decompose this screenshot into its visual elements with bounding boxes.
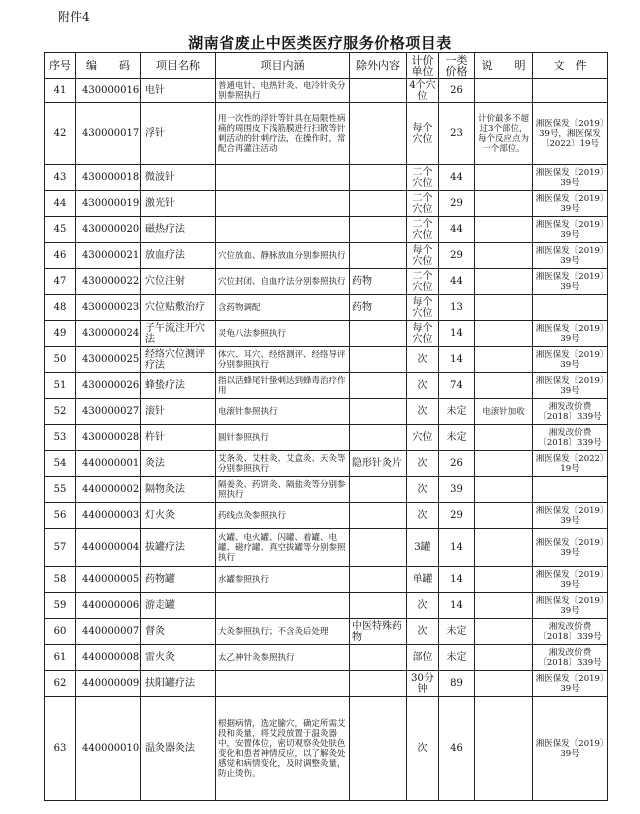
cell-seq: 54 [45, 451, 76, 477]
cell-code: 430000024 [76, 321, 141, 347]
cell-code: 440000008 [76, 645, 141, 671]
table-row [45, 269, 608, 295]
cell-name: 经络穴位测评疗法 [141, 347, 216, 373]
cell-name: 微波针 [141, 165, 216, 191]
cell-file: 湘医保发〔2019〕39号 [533, 347, 608, 373]
cell-price: 46 [439, 697, 475, 801]
cell-excluded [350, 191, 407, 217]
cell-excluded [350, 477, 407, 503]
cell-code: 440000003 [76, 503, 141, 529]
cell-content: 用一次性的浮针等针具在局限性病痛的周围皮下浅筋膜进行扫散等针刺活动的针刺疗法，在操作时，常配合再灌注活动 [216, 103, 350, 165]
cell-price: 29 [439, 503, 475, 529]
cell-excluded: 隐形针灸片 [350, 451, 407, 477]
cell-code: 430000025 [76, 347, 141, 373]
cell-excluded [350, 567, 407, 593]
cell-unit: 二个穴位 [407, 217, 439, 243]
header-remark: 说 明 [475, 53, 533, 79]
cell-unit: 单罐 [407, 567, 439, 593]
cell-code: 440000007 [76, 619, 141, 645]
cell-remark [475, 217, 533, 243]
table-row [45, 529, 608, 567]
header-code: 编 码 [76, 53, 141, 79]
cell-file: 湘发改价费〔2018〕339号 [533, 425, 608, 451]
cell-code: 430000026 [76, 373, 141, 399]
cell-name: 药物罐 [141, 567, 216, 593]
cell-price: 14 [439, 529, 475, 567]
cell-excluded [350, 645, 407, 671]
cell-file: 湘医保发〔2019〕39号 [533, 529, 608, 567]
cell-price: 未定 [439, 399, 475, 425]
cell-remark [475, 165, 533, 191]
cell-price: 23 [439, 103, 475, 165]
cell-name: 拔罐疗法 [141, 529, 216, 567]
cell-file: 湘医保发〔2019〕39号 [533, 165, 608, 191]
cell-code: 440000002 [76, 477, 141, 503]
cell-remark [475, 425, 533, 451]
cell-price: 26 [439, 79, 475, 103]
cell-seq: 62 [45, 671, 76, 697]
cell-name: 灯火灸 [141, 503, 216, 529]
cell-name: 放血疗法 [141, 243, 216, 269]
cell-excluded [350, 103, 407, 165]
cell-unit: 次 [407, 619, 439, 645]
cell-code: 440000006 [76, 593, 141, 619]
cell-remark [475, 529, 533, 567]
cell-name: 穴位注射 [141, 269, 216, 295]
cell-code: 440000005 [76, 567, 141, 593]
header-unit: 计价单位 [407, 53, 439, 79]
cell-unit: 次 [407, 399, 439, 425]
cell-content: 根据病情，选定腧穴，确定所需艾段和灸量，将艾段放置于温灸器中，安置体位，密切观察灸处肤色变化和患者神情反应，以了解灸处感觉和病情变化，及时调整灸量，防止烫伤。 [216, 697, 350, 801]
cell-price: 44 [439, 165, 475, 191]
cell-excluded [350, 425, 407, 451]
table-row [45, 619, 608, 645]
cell-unit: 次 [407, 697, 439, 801]
cell-seq: 48 [45, 295, 76, 321]
cell-file: 湘医保发〔2019〕39号 [533, 671, 608, 697]
cell-file: 湘医保发〔2022〕19号 [533, 451, 608, 477]
cell-remark [475, 645, 533, 671]
cell-price: 44 [439, 217, 475, 243]
cell-seq: 46 [45, 243, 76, 269]
cell-price: 未定 [439, 425, 475, 451]
cell-content: 灵龟八法参照执行 [216, 321, 350, 347]
cell-code: 430000018 [76, 165, 141, 191]
cell-content: 火罐、电火罐、闪罐、着罐、电罐、磁疗罐、真空拔罐等分别参照执行 [216, 529, 350, 567]
cell-file [533, 79, 608, 103]
table-row [45, 399, 608, 425]
header-name: 项目名称 [141, 53, 216, 79]
table-row [45, 243, 608, 269]
cell-code: 430000027 [76, 399, 141, 425]
cell-name: 督灸 [141, 619, 216, 645]
cell-name: 杵针 [141, 425, 216, 451]
cell-price: 未定 [439, 619, 475, 645]
cell-excluded [350, 79, 407, 103]
cell-seq: 50 [45, 347, 76, 373]
cell-price: 14 [439, 567, 475, 593]
cell-unit: 部位 [407, 645, 439, 671]
cell-code: 440000009 [76, 671, 141, 697]
cell-remark [475, 619, 533, 645]
cell-unit: 二个穴位 [407, 269, 439, 295]
table-row [45, 217, 608, 243]
cell-excluded [350, 165, 407, 191]
cell-excluded [350, 347, 407, 373]
cell-seq: 63 [45, 697, 76, 801]
cell-remark [475, 593, 533, 619]
cell-unit: 4个穴位 [407, 79, 439, 103]
cell-seq: 55 [45, 477, 76, 503]
cell-content [216, 165, 350, 191]
cell-name: 穴位贴敷治疗 [141, 295, 216, 321]
cell-price: 14 [439, 321, 475, 347]
cell-unit: 次 [407, 451, 439, 477]
cell-name: 滚针 [141, 399, 216, 425]
cell-file [533, 477, 608, 503]
table-row [45, 697, 608, 801]
cell-file: 湘医保发〔2019〕39号 [533, 321, 608, 347]
cell-name: 扶阳罐疗法 [141, 671, 216, 697]
cell-name: 隔物灸法 [141, 477, 216, 503]
cell-price: 44 [439, 269, 475, 295]
cell-price: 14 [439, 347, 475, 373]
cell-excluded [350, 373, 407, 399]
table-row [45, 165, 608, 191]
cell-price: 26 [439, 451, 475, 477]
cell-remark [475, 347, 533, 373]
cell-code: 440000010 [76, 697, 141, 801]
table-row [45, 373, 608, 399]
cell-name: 游走罐 [141, 593, 216, 619]
cell-remark [475, 269, 533, 295]
cell-file: 湘医保发〔2019〕39号，湘医保发〔2022〕19号 [533, 103, 608, 165]
cell-content: 穴位放血、静脉放血分别参照执行 [216, 243, 350, 269]
cell-price: 39 [439, 477, 475, 503]
cell-remark: 计价最多不超过3个部位，每个反应点为一个部位。 [475, 103, 533, 165]
cell-excluded [350, 593, 407, 619]
cell-excluded [350, 503, 407, 529]
cell-remark [475, 373, 533, 399]
cell-price: 13 [439, 295, 475, 321]
cell-price: 29 [439, 243, 475, 269]
table-row [45, 671, 608, 697]
cell-content: 指以活蜂尾针蛰刺达到蜂毒治疗作用 [216, 373, 350, 399]
cell-excluded [350, 321, 407, 347]
cell-content [216, 191, 350, 217]
cell-remark [475, 321, 533, 347]
cell-unit: 每个穴位 [407, 103, 439, 165]
page-title: 湖南省废止中医类医疗服务价格项目表 [188, 34, 452, 52]
table-row [45, 593, 608, 619]
cell-remark [475, 451, 533, 477]
table-row [45, 425, 608, 451]
cell-file: 湘医保发〔2019〕39号 [533, 503, 608, 529]
cell-unit: 次 [407, 477, 439, 503]
header-price: 一类价格 [439, 53, 475, 79]
cell-name: 电针 [141, 79, 216, 103]
cell-name: 子午流注开穴法 [141, 321, 216, 347]
header-excluded: 除外内容 [350, 53, 407, 79]
cell-seq: 43 [45, 165, 76, 191]
cell-name: 激光针 [141, 191, 216, 217]
cell-unit: 次 [407, 503, 439, 529]
cell-unit: 每个穴位 [407, 243, 439, 269]
cell-seq: 49 [45, 321, 76, 347]
cell-seq: 59 [45, 593, 76, 619]
cell-seq: 61 [45, 645, 76, 671]
cell-name: 蜂蛰疗法 [141, 373, 216, 399]
cell-unit: 30分钟 [407, 671, 439, 697]
cell-remark [475, 697, 533, 801]
table-row [45, 451, 608, 477]
table-row [45, 321, 608, 347]
cell-content: 普通电针、电热针灸、电冷针灸分别参照执行 [216, 79, 350, 103]
cell-price: 14 [439, 593, 475, 619]
cell-excluded [350, 529, 407, 567]
cell-unit: 二个穴位 [407, 191, 439, 217]
cell-name: 温灸器灸法 [141, 697, 216, 801]
cell-code: 430000023 [76, 295, 141, 321]
cell-name: 浮针 [141, 103, 216, 165]
cell-content: 含药物调配 [216, 295, 350, 321]
cell-content [216, 217, 350, 243]
cell-file: 湘医保发〔2019〕39号 [533, 269, 608, 295]
cell-excluded [350, 217, 407, 243]
cell-remark [475, 295, 533, 321]
cell-code: 430000019 [76, 191, 141, 217]
cell-remark [475, 477, 533, 503]
cell-file: 湘医保发〔2019〕39号 [533, 697, 608, 801]
cell-unit: 3罐 [407, 529, 439, 567]
cell-code: 440000004 [76, 529, 141, 567]
cell-content: 太乙神针灸参照执行 [216, 645, 350, 671]
cell-file: 湘医保发〔2019〕39号 [533, 567, 608, 593]
cell-unit: 次 [407, 373, 439, 399]
cell-content: 隔姜灸、药饼灸、隔盐灸等分别参照执行 [216, 477, 350, 503]
cell-seq: 41 [45, 79, 76, 103]
cell-name: 灸法 [141, 451, 216, 477]
cell-unit: 次 [407, 593, 439, 619]
cell-price: 29 [439, 191, 475, 217]
cell-seq: 44 [45, 191, 76, 217]
cell-remark [475, 567, 533, 593]
cell-unit: 二个穴位 [407, 165, 439, 191]
cell-file: 湘医保发〔2019〕39号 [533, 373, 608, 399]
cell-content [216, 671, 350, 697]
cell-content [216, 593, 350, 619]
cell-price: 89 [439, 671, 475, 697]
cell-excluded [350, 697, 407, 801]
table-row [45, 295, 608, 321]
table-row [45, 567, 608, 593]
cell-content: 艾条灸、艾柱灸、艾盒灸、天灸等分别参照执行 [216, 451, 350, 477]
cell-code: 430000021 [76, 243, 141, 269]
header-seq: 序号 [45, 53, 76, 79]
table-row [45, 503, 608, 529]
cell-unit: 每个穴位 [407, 295, 439, 321]
table-row [45, 103, 608, 165]
table-row [45, 645, 608, 671]
cell-file [533, 295, 608, 321]
cell-code: 440000001 [76, 451, 141, 477]
cell-excluded: 中医特殊药物 [350, 619, 407, 645]
cell-seq: 45 [45, 217, 76, 243]
table-row [45, 347, 608, 373]
header-row [45, 53, 608, 79]
table-row [45, 79, 608, 103]
cell-content: 穴位封闭、自血疗法分别参照执行 [216, 269, 350, 295]
cell-file: 湘发改价费〔2018〕339号 [533, 645, 608, 671]
table-row [45, 191, 608, 217]
cell-code: 430000017 [76, 103, 141, 165]
cell-seq: 60 [45, 619, 76, 645]
cell-seq: 52 [45, 399, 76, 425]
cell-file: 湘医保发〔2019〕39号 [533, 593, 608, 619]
cell-remark [475, 503, 533, 529]
cell-code: 430000022 [76, 269, 141, 295]
cell-content: 药线点灸参照执行 [216, 503, 350, 529]
cell-file: 湘发改价费〔2018〕339号 [533, 619, 608, 645]
cell-code: 430000020 [76, 217, 141, 243]
cell-name: 雷火灸 [141, 645, 216, 671]
cell-unit: 每个穴位 [407, 321, 439, 347]
cell-unit: 次 [407, 347, 439, 373]
cell-seq: 58 [45, 567, 76, 593]
cell-seq: 57 [45, 529, 76, 567]
attachment-label: 附件4 [58, 10, 90, 24]
cell-file: 湘发改价费〔2018〕339号 [533, 399, 608, 425]
cell-content: 电滚针参照执行 [216, 399, 350, 425]
cell-file: 湘医保发〔2019〕39号 [533, 243, 608, 269]
cell-seq: 47 [45, 269, 76, 295]
cell-file: 湘医保发〔2019〕39号 [533, 217, 608, 243]
cell-seq: 53 [45, 425, 76, 451]
cell-seq: 56 [45, 503, 76, 529]
price-table [44, 52, 608, 801]
cell-content: 体穴、耳穴、经络测评、经络导评分别参照执行 [216, 347, 350, 373]
cell-seq: 42 [45, 103, 76, 165]
cell-excluded [350, 243, 407, 269]
cell-file: 湘医保发〔2019〕39号 [533, 191, 608, 217]
cell-price: 74 [439, 373, 475, 399]
cell-content: 大灸参照执行；不含灸后处理 [216, 619, 350, 645]
cell-code: 430000028 [76, 425, 141, 451]
cell-excluded [350, 671, 407, 697]
cell-excluded: 药物 [350, 269, 407, 295]
header-file: 文 件 [533, 53, 608, 79]
cell-remark [475, 191, 533, 217]
cell-remark [475, 79, 533, 103]
cell-excluded [350, 399, 407, 425]
cell-remark [475, 243, 533, 269]
cell-unit: 穴位 [407, 425, 439, 451]
cell-remark [475, 671, 533, 697]
cell-content: 圆针参照执行 [216, 425, 350, 451]
cell-name: 磁热疗法 [141, 217, 216, 243]
cell-remark: 电滚针加收 [475, 399, 533, 425]
header-content: 项目内涵 [216, 53, 350, 79]
cell-seq: 51 [45, 373, 76, 399]
cell-price: 未定 [439, 645, 475, 671]
cell-code: 430000016 [76, 79, 141, 103]
cell-excluded: 药物 [350, 295, 407, 321]
table-row [45, 477, 608, 503]
cell-content: 水罐参照执行 [216, 567, 350, 593]
